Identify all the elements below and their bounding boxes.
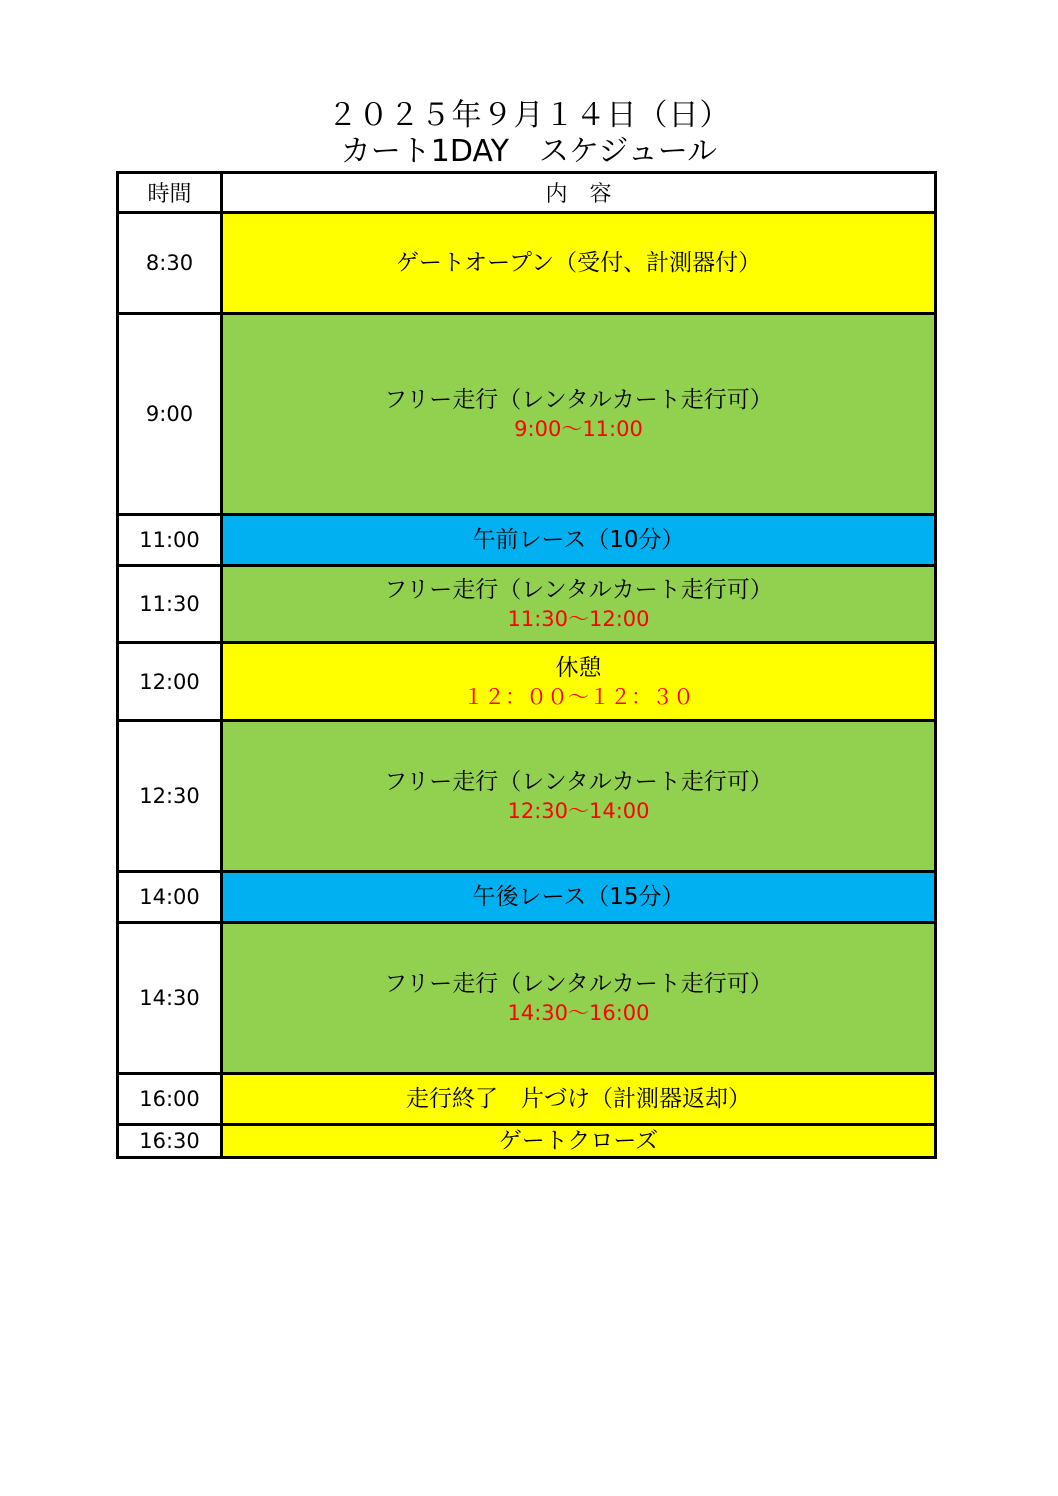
table-header-row [118,173,936,213]
row-time: 16:30 [118,1125,222,1158]
row-time: 16:00 [118,1074,222,1125]
time-range-text: 11:30～12:00 [507,607,650,631]
time-range-text: 14:30～16:00 [507,1001,650,1025]
row-content [222,213,936,314]
activity-text: 午後レース（15分） [472,884,685,910]
activity-text: フリー走行（レンタルカート走行可） [384,769,773,795]
time-range-text: １２：００～１２：３０ [463,684,694,709]
row-content [222,872,936,923]
table-row [118,1074,936,1125]
header-time: 時間 [118,173,222,213]
activity-text: ゲートクローズ [498,1128,659,1154]
table-row [118,213,936,314]
activity-text: ゲートオープン（受付、計測器付） [395,250,762,276]
time-range-text: 12:30～14:00 [507,799,650,823]
row-time: 11:00 [118,515,222,566]
activity-text: フリー走行（レンタルカート走行可） [384,971,773,997]
activity-text: フリー走行（レンタルカート走行可） [384,387,773,413]
row-content [222,1074,936,1125]
table-row [118,515,936,566]
row-time: 14:30 [118,923,222,1074]
row-time: 12:00 [118,643,222,721]
table-row [118,923,936,1074]
row-content [222,721,936,872]
table-row [118,314,936,515]
schedule-table [116,171,937,1159]
row-time: 11:30 [118,566,222,643]
activity-text: フリー走行（レンタルカート走行可） [384,577,773,603]
table-row [118,872,936,923]
document-title-event: カート1DAY スケジュール [340,134,718,169]
document-title-date: ２０２５年９月１４日（日） [327,98,731,133]
table-row [118,721,936,872]
row-content [222,643,936,721]
row-content [222,314,936,515]
row-time: 9:00 [118,314,222,515]
row-content [222,566,936,643]
row-time: 14:00 [118,872,222,923]
table-row [118,1125,936,1158]
row-time: 12:30 [118,721,222,872]
header-content: 内 容 [222,173,936,213]
activity-text: 休憩 [555,654,602,681]
row-time: 8:30 [118,213,222,314]
activity-text: 走行終了 片づけ（計測器返却） [406,1086,751,1112]
table-row [118,566,936,643]
row-content [222,923,936,1074]
table-row [118,643,936,721]
row-content [222,1125,936,1158]
time-range-text: 9:00～11:00 [514,417,643,441]
activity-text: 午前レース（10分） [472,527,685,553]
row-content [222,515,936,566]
